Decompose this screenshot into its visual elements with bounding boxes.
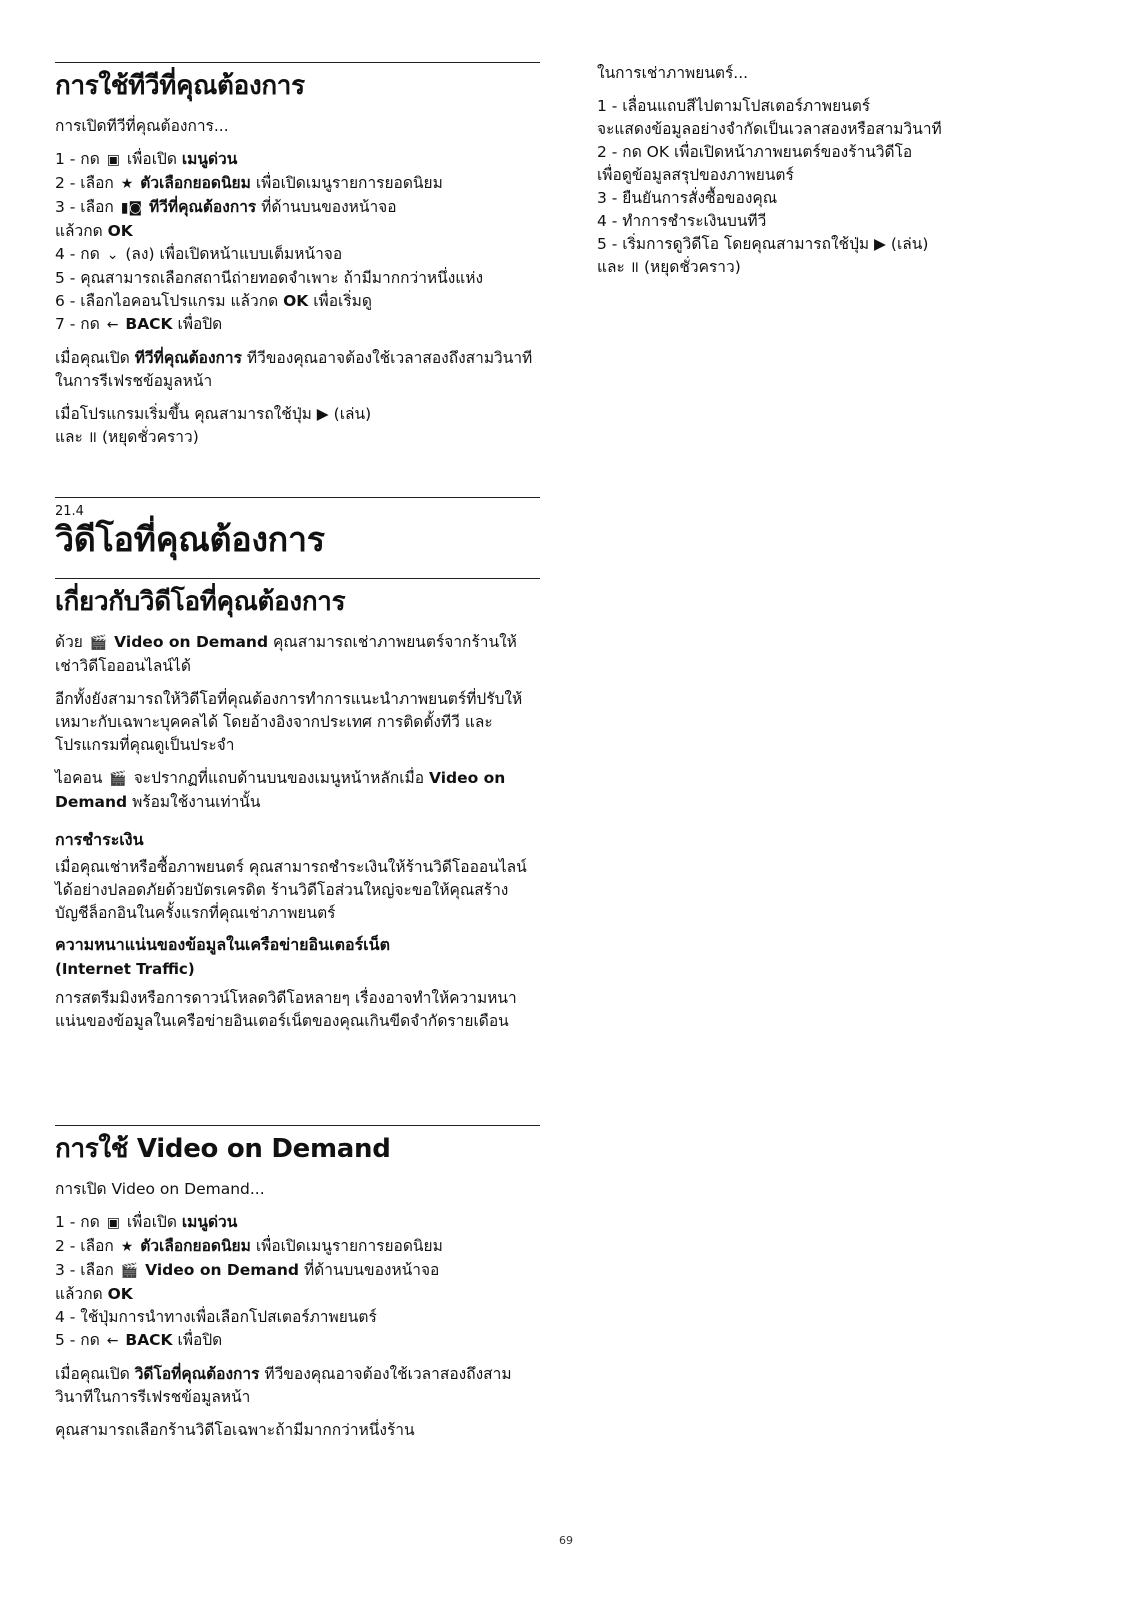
page-number: 69 [559,1534,573,1547]
quick-menu-icon: ▣ [106,1215,120,1231]
chapter-title: วิดีโอที่คุณต้องการ [55,520,325,560]
step-text: แล้วกด [55,222,103,240]
step-6 [55,290,540,313]
paragraph-text: ด้วย [55,633,83,651]
rent-line: 4 - ทำการชำระเงินบนทีวี [597,212,767,230]
rent-intro: ในการเช่าภาพยนตร์... [597,64,749,82]
paragraph-text: พร้อมใช้งานเท่านั้น [132,793,261,811]
step-text: เพื่อเริ่มดู [313,292,372,310]
step-4 [55,1306,540,1329]
step-text: เพื่อเปิดเมนูรายการยอดนิยม [255,174,443,192]
chapter-divider [55,497,540,498]
section-heading: การใช้ทีวีที่คุณต้องการ [55,71,305,101]
step-text: 4 - กด [55,245,100,263]
step-text: เพื่อปิด [177,315,223,333]
step-text: 1 - กด [55,1213,100,1231]
step-2 [55,1235,540,1259]
rent-line: 5 - เริ่มการดูวิดีโอ โดยคุณสามารถใช้ปุ่ม ▶ (เล่น) [597,235,929,253]
note-store: คุณสามารถเลือกร้านวิดีโอเฉพาะถ้ามีมากกว่าหนึ่งร้าน [55,1421,415,1439]
rent-movie-section [597,62,1067,279]
step-text: 2 - เลือก [55,174,114,192]
about-vod-section [55,578,540,1033]
note-playback [55,403,540,449]
step-text: 3 - เลือก [55,198,114,216]
video-on-demand-icon: 🎬 [120,1263,139,1279]
step-1 [55,1211,540,1235]
rent-line: จะแสดงข้อมูลอย่างจำกัดเป็นเวลาสองหรือสามวินาที [597,120,942,138]
rent-line: เพื่อดูข้อมูลสรุปของภาพยนตร์ [597,166,794,184]
note-refresh [55,1363,540,1409]
heading-english: Video on Demand [136,1134,391,1164]
steps-list [55,1211,540,1353]
traffic-heading: ความหนาแน่นของข้อมูลในเครือข่ายอินเตอร์เน็ต [55,935,390,954]
step-bold: BACK [125,1331,173,1349]
step-bold: OK [283,292,309,310]
step-text: 5 - คุณสามารถเลือกสถานีถ่ายทอดจำเพาะ ถ้ามีมากกว่าหนึ่งแห่ง [55,269,484,287]
tv-on-demand-section [55,62,540,449]
vod-chapter [55,497,540,561]
quick-menu-icon: ▣ [106,152,120,168]
step-text: 4 - ใช้ปุ่มการนำทางเพื่อเลือกโปสเตอร์ภาพยนตร์ [55,1308,377,1326]
step-text: แล้วกด [55,1285,103,1303]
traffic-text: การสตรีมมิงหรือการดาวน์โหลดวิดีโอหลายๆ เรื่องอาจทำให้ความหนาแน่นของข้อมูลในเครือข่ายอินเตอร์เน็ตของคุณเกินขีดจำกัดรายเดือน [55,989,517,1030]
video-on-demand-icon: 🎬 [109,771,127,787]
step-7 [55,313,540,337]
video-on-demand-icon: 🎬 [89,635,108,651]
step-3-cont [55,1283,540,1306]
step-text: 5 - กด [55,1331,100,1349]
paragraph-text: ไอคอน [55,769,103,787]
note-text: ทีวีของคุณอาจต้องใช้เวลาสองถึงสามวินาทีในการรีเฟรชข้อมูลหน้า [55,1365,512,1406]
step-text: 2 - เลือก [55,1237,114,1255]
note-text: และ ॥ (หยุดชั่วคราว) [55,428,199,446]
paragraph-bold: Video on Demand [55,769,506,811]
step-1 [55,148,540,172]
note-text: เมื่อคุณเปิด [55,1365,130,1383]
note-text: เมื่อโปรแกรมเริ่มขึ้น คุณสามารถใช้ปุ่ม ▶ (เล่น) [55,405,372,423]
star-icon: ★ [120,1239,134,1255]
star-icon: ★ [120,176,134,192]
paragraph-text: จะปรากฏที่แถบด้านบนของเมนูหน้าหลักเมื่อ [133,769,425,787]
section-heading: เกี่ยวกับวิดีโอที่คุณต้องการ [55,587,346,617]
step-2 [55,172,540,196]
payment-heading: การชำระเงิน [55,830,144,849]
step-5 [55,1329,540,1353]
step-bold: OK [107,222,133,240]
step-text: ที่ด้านบนของหน้าจอ [261,198,397,216]
step-text: ที่ด้านบนของหน้าจอ [303,1261,440,1279]
rent-line: 3 - ยืนยันการสั่งซื้อของคุณ [597,189,778,207]
section-divider [55,62,540,63]
step-bold: ตัวเลือกยอดนิยม [140,1237,251,1255]
section-heading [55,1132,540,1166]
chevron-down-icon: ⌄ [106,247,119,263]
note-refresh [55,347,540,393]
about-paragraph-2: อีกทั้งยังสามารถให้วิดีโอที่คุณต้องการทำการแนะนำภาพยนตร์ที่ปรับให้เหมาะกับเฉพาะบุคคลได้ โดยอ้างอิงจากประเทศ การติดตั้งทีวี และโปรแกรมที่คุณดูเป็นประจำ [55,690,523,754]
step-text: เพื่อเปิด [126,150,177,168]
step-text: (ลง) เพื่อเปิดหน้าแบบเต็มหน้าจอ [125,245,343,263]
step-text: เพื่อปิด [177,1331,223,1349]
step-bold: ตัวเลือกยอดนิยม [140,174,251,192]
step-text: 3 - เลือก [55,1261,114,1279]
step-text: เพื่อเปิดเมนูรายการยอดนิยม [255,1237,443,1255]
step-text: 6 - เลือกไอคอนโปรแกรม แล้วกด [55,292,279,310]
step-bold: BACK [125,315,173,333]
rent-line: 1 - เลื่อนแถบสีไปตามโปสเตอร์ภาพยนตร์ [597,97,871,115]
step-bold: เมนูด่วน [181,150,238,168]
use-vod-section [55,1125,540,1442]
note-text: เมื่อคุณเปิด [55,349,130,367]
step-4 [55,243,540,267]
about-paragraph-1 [55,631,540,678]
tv-on-demand-icon: ▮◙ [120,200,143,216]
rent-steps [597,95,1067,279]
note-text: ทีวีของคุณอาจต้องใช้เวลาสองถึงสามวินาทีในการรีเฟรชข้อมูลหน้า [55,349,533,390]
back-arrow-icon: ← [106,1333,119,1349]
step-bold: OK [107,1285,133,1303]
intro-text: การเปิดทีวีที่คุณต้องการ... [55,117,229,135]
heading-thai: การใช้ [55,1134,129,1164]
step-text: เพื่อเปิด [126,1213,177,1231]
step-bold: Video on Demand [145,1261,300,1279]
step-3 [55,1259,540,1283]
step-3-cont [55,220,540,243]
paragraph-text: คุณสามารถเช่าภาพยนตร์จากร้านให้เช่าวิดีโอออนไลน์ได้ [55,633,517,675]
section-divider [55,578,540,579]
rent-line: และ ॥ (หยุดชั่วคราว) [597,258,741,276]
intro-text: การเปิด Video on Demand... [55,1180,265,1198]
step-text: 7 - กด [55,315,100,333]
step-text: 1 - กด [55,150,100,168]
about-paragraph-3 [55,767,540,814]
section-divider [55,1125,540,1126]
note-bold: ทีวีที่คุณต้องการ [134,349,242,367]
steps-list [55,148,540,337]
rent-line: 2 - กด OK เพื่อเปิดหน้าภาพยนตร์ของร้านวิดีโอ [597,143,913,161]
step-bold: เมนูด่วน [181,1213,238,1231]
payment-text: เมื่อคุณเช่าหรือซื้อภาพยนตร์ คุณสามารถชำระเงินให้ร้านวิดีโอออนไลน์ได้อย่างปลอดภัยด้วยบัตรเครดิต ร้านวิดีโอส่วนใหญ่จะขอให้คุณสร้างบัญชีล็อกอินในครั้งแรกที่คุณเช่าภาพยนตร์ [55,858,527,922]
step-bold: ทีวีที่คุณต้องการ [148,198,257,216]
paragraph-bold: Video on Demand [114,633,269,651]
step-5 [55,267,540,290]
back-arrow-icon: ← [106,317,119,333]
note-bold: วิดีโอที่คุณต้องการ [134,1365,260,1383]
traffic-heading-sub: (Internet Traffic) [55,960,195,978]
step-3 [55,196,540,220]
section-number: 21.4 [55,504,84,519]
